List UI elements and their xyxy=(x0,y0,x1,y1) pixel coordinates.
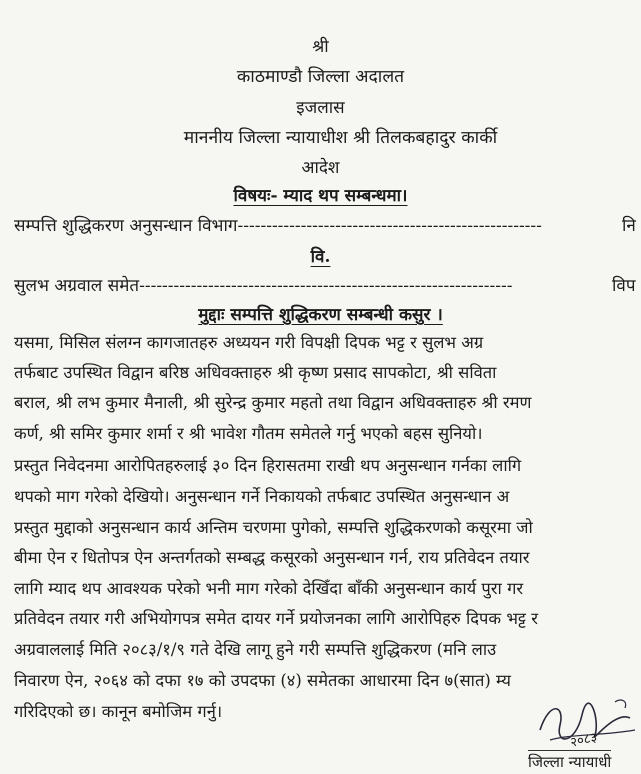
body-line: थपको माग गरेको देखियो। अनुसन्धान गर्ने निकायको तर्फबाट उपस्थित अनुसन्धान अ xyxy=(14,487,510,506)
heading-shri: श्री xyxy=(312,37,329,57)
body-line: लागि म्याद थप आवश्यक परेको भनी माग गरेको देखिँदा बाँकी अनुसन्धान कार्य पुरा गर xyxy=(14,579,524,598)
body-line: प्रस्तुत मुद्दाको अनुसन्धान कार्य अन्तिम चरणमा पुगेको, सम्पत्ति शुद्धिकरणको कसूरमा जो xyxy=(14,518,533,537)
order-title: आदेश xyxy=(301,158,340,178)
bench-label: इजलास xyxy=(296,98,345,118)
defendant-suffix: विप xyxy=(612,276,636,296)
defendant-line: सुलभ अग्रवाल समेत----------------------------------------------------------------- xyxy=(14,276,513,296)
subject-line xyxy=(0,183,641,206)
judge-name: माननीय जिल्ला न्यायाधीश श्री तिलकबहादुर कार्की xyxy=(183,128,498,148)
body-line: अग्रवाललाई मिति २०८३/१/९ गते देखि लागू हुने गरी सम्पत्ति शुद्धिकरण (मनि लाउ xyxy=(14,640,497,659)
plaintiff-line: सम्पत्ति शुद्धिकरण अनुसन्धान विभाग----------------------------------------------------- xyxy=(14,216,542,236)
body-line: बराल, श्री लभ कुमार मैनाली, श्री सुरेन्द्र कुमार महतो तथा विद्वान अधिवक्ताहरु श्री रमण xyxy=(14,393,532,412)
body-line: निवारण ऐन, २०६४ को दफा १७ को उपदफा (४) समेतका आधारमा दिन ७(सात) म्य xyxy=(14,671,511,690)
body-line: प्रस्तुत निवेदनमा आरोपितहरुलाई ३० दिन हिरासतमा राखी थप अनुसन्धान गर्नका लागि xyxy=(14,456,522,475)
body-line: गरिदिएको छ। कानून बमोजिम गर्नु। xyxy=(14,702,223,721)
body-line: प्रतिवेदन तयार गरी अभियोगपत्र समेत दायर गर्ने प्रयोजनका लागि आरोपिहरु दिपक भट्ट र xyxy=(14,609,538,628)
subject-text: विषयः- म्याद थप सम्बन्धमा। xyxy=(233,186,408,206)
case-line xyxy=(0,302,641,325)
body-line: तर्फबाट उपस्थित विद्वान बरिष्ठ अधिवक्ताहरु श्री कृष्ण प्रसाद सापकोटा, श्री सविता xyxy=(14,363,497,382)
plaintiff-suffix: नि xyxy=(622,216,636,236)
signature-date: २०८३ xyxy=(569,730,599,751)
versus-line xyxy=(0,244,641,267)
versus-text: वि. xyxy=(310,247,331,267)
body-line: यसमा, मिसिल संलग्न कागजातहरु अध्ययन गरी विपक्षी दिपक भट्ट र सुलभ अग्र xyxy=(14,333,484,352)
body-line: कर्ण, श्री समिर कुमार शर्मा र श्री भावेश गौतम समेतले गर्नु भएको बहस सुनियो। xyxy=(14,424,483,443)
judge-signature xyxy=(520,690,641,770)
signature-caption: जिल्ला न्यायाधी xyxy=(528,750,611,772)
court-name: काठमाण्डौ जिल्ला अदालत xyxy=(236,67,405,87)
case-text: मुद्दाः सम्पत्ति शुद्धिकरण सम्बन्धी कसुर । xyxy=(198,305,443,325)
body-line: बीमा ऐन र धितोपत्र ऐन अन्तर्गतको सम्बद्ध कसूरको अनुसन्धान गर्न, राय प्रतिवेदन तयार xyxy=(14,548,530,567)
